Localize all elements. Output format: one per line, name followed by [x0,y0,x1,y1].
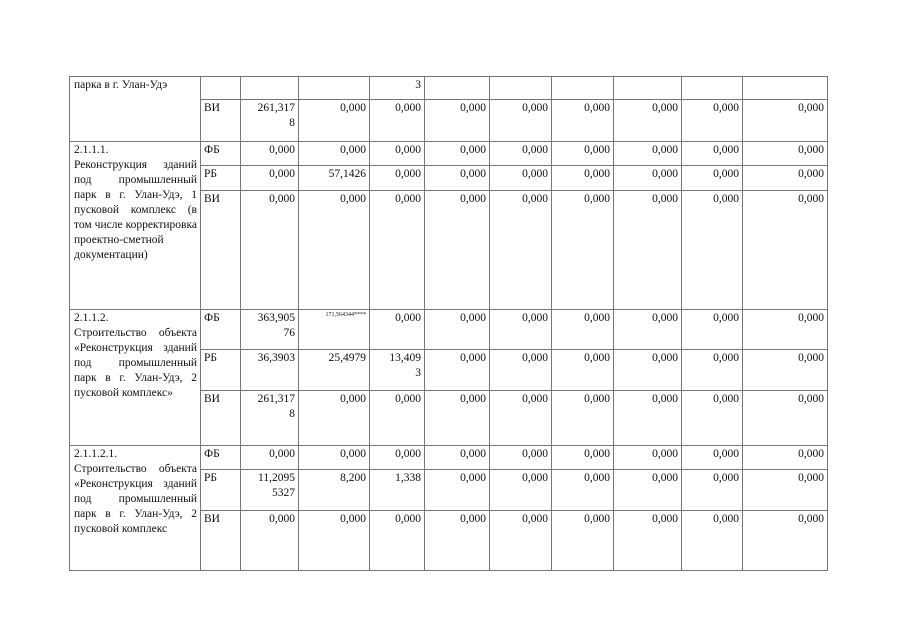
value-cell: 0,000 [241,511,299,571]
value-cell: 0,000 [425,310,490,350]
value-cell [370,350,425,391]
table-row [70,310,828,350]
value-cell: 0,000 [370,310,425,350]
value-cell: 0,000 [743,191,828,310]
value-cell: 0,000 [241,166,299,191]
value-cell: 0,000 [552,391,614,446]
funding-source: ФБ [201,310,241,350]
value-cell: 0,000 [299,191,370,310]
value-cell: 0,000 [299,511,370,571]
value-cell: 0,000 [743,391,828,446]
value-cell: 0,000 [425,142,490,166]
value-cell: 0,000 [490,446,552,470]
value-cell: 0,000 [743,350,828,391]
value-cell: 0,000 [682,310,743,350]
value-text: 261,317 8 [257,393,295,420]
value-cell: 0,000 [490,166,552,191]
value-cell: 0,000 [682,166,743,191]
value-cell: 0,000 [241,446,299,470]
value-cell: 0,000 [490,511,552,571]
funding-source: РБ [201,166,241,191]
value-text: 363,905 76 [257,312,295,339]
value-cell: 0,000 [743,446,828,470]
value-cell: 0,000 [299,446,370,470]
value-cell [241,470,299,511]
value-cell: 0,000 [552,191,614,310]
program-item-text: 2.1.1.1. Реконструкция зданий под промышленный парк в г. Улан-Удэ, 1 пусковой комплекс (в том числе корректировка проектно-сметной документации) [74,144,197,261]
value-cell: 0,000 [682,142,743,166]
value-cell [299,77,370,100]
value-cell: 0,000 [743,470,828,511]
value-cell: 8,200 [299,470,370,511]
table-row [70,77,828,100]
program-item-name [70,310,201,446]
program-item-name: парка в г. Улан-Удэ [70,77,201,142]
value-cell: 3 [370,77,425,100]
value-cell: 0,000 [614,446,682,470]
value-cell: 0,000 [614,470,682,511]
value-cell: 0,000 [490,350,552,391]
value-cell: 0,000 [614,166,682,191]
value-cell: 0,000 [241,191,299,310]
value-cell: 0,000 [370,511,425,571]
value-cell: 25,4979 [299,350,370,391]
value-cell: 0,000 [552,470,614,511]
funding-table [69,76,828,571]
value-cell: 0,000 [299,391,370,446]
value-cell: 0,000 [682,511,743,571]
value-cell: 0,000 [552,350,614,391]
value-cell [425,77,490,100]
value-text: 13,409 3 [389,352,421,379]
value-cell: 0,000 [425,350,490,391]
value-cell: 0,000 [552,446,614,470]
value-cell: 36,3903 [241,350,299,391]
value-cell: 0,000 [552,100,614,142]
value-cell: 0,000 [614,191,682,310]
value-cell: 0,000 [241,142,299,166]
value-cell: 0,000 [682,191,743,310]
value-cell: 0,000 [370,391,425,446]
value-cell: 0,000 [614,310,682,350]
value-cell: 57,1426 [299,166,370,191]
value-cell: 0,000 [370,142,425,166]
value-cell: 0,000 [552,142,614,166]
value-cell: 0,000 [682,391,743,446]
value-cell: 0,000 [490,470,552,511]
value-cell [241,100,299,142]
value-cell: 0,000 [743,310,828,350]
value-cell: 0,000 [682,446,743,470]
value-cell: 0,000 [490,310,552,350]
footnoted-value: 171,564344**** [325,312,366,318]
value-cell: 0,000 [552,511,614,571]
funding-source: РБ [201,350,241,391]
value-cell [241,310,299,350]
value-cell: 0,000 [552,166,614,191]
table-row [70,446,828,470]
value-cell: 0,000 [743,511,828,571]
value-cell: 0,000 [682,470,743,511]
program-item-text: 2.1.1.2. Строительство объекта «Реконструкция зданий под промышленный парк в г. Улан-Удэ, 2 пусковой комплекс» [74,312,197,399]
value-cell: 0,000 [682,100,743,142]
value-cell: 0,000 [614,511,682,571]
value-cell: 0,000 [614,142,682,166]
funding-source: ВИ [201,511,241,571]
value-cell [299,310,370,350]
funding-source: ВИ [201,391,241,446]
value-cell: 0,000 [425,446,490,470]
value-cell: 0,000 [743,142,828,166]
value-cell: 1,338 [370,470,425,511]
value-cell: 0,000 [743,166,828,191]
value-cell [241,391,299,446]
value-cell: 0,000 [370,446,425,470]
funding-source: ФБ [201,446,241,470]
funding-source [201,77,241,100]
value-cell: 0,000 [682,350,743,391]
table-row [70,142,828,166]
value-cell [241,77,299,100]
value-cell [490,77,552,100]
value-text: 261,317 8 [257,102,295,129]
value-cell: 0,000 [614,350,682,391]
value-cell [743,77,828,100]
value-cell: 0,000 [425,100,490,142]
program-item-name [70,142,201,310]
value-cell: 0,000 [425,191,490,310]
value-cell: 0,000 [370,100,425,142]
value-cell: 0,000 [614,391,682,446]
value-cell [552,77,614,100]
value-cell [682,77,743,100]
value-cell: 0,000 [614,100,682,142]
value-cell: 0,000 [370,191,425,310]
value-cell: 0,000 [299,100,370,142]
value-cell: 0,000 [490,391,552,446]
value-cell: 0,000 [425,511,490,571]
value-cell: 0,000 [370,166,425,191]
value-cell: 0,000 [743,100,828,142]
value-cell: 0,000 [552,310,614,350]
value-cell: 0,000 [425,166,490,191]
value-cell [614,77,682,100]
program-item-name [70,446,201,571]
value-cell: 0,000 [299,142,370,166]
value-cell: 0,000 [425,470,490,511]
value-cell: 0,000 [490,100,552,142]
value-cell: 0,000 [490,191,552,310]
value-cell: 0,000 [490,142,552,166]
value-cell: 0,000 [425,391,490,446]
program-item-text: 2.1.1.2.1. Строительство объекта «Реконструкция зданий под промышленный парк в г. Улан-Удэ, 2 пусковой комплекс [74,448,197,535]
value-text: 11,2095 5327 [258,472,295,499]
funding-source: ВИ [201,191,241,310]
funding-source: ВИ [201,100,241,142]
funding-source: ФБ [201,142,241,166]
funding-source: РБ [201,470,241,511]
